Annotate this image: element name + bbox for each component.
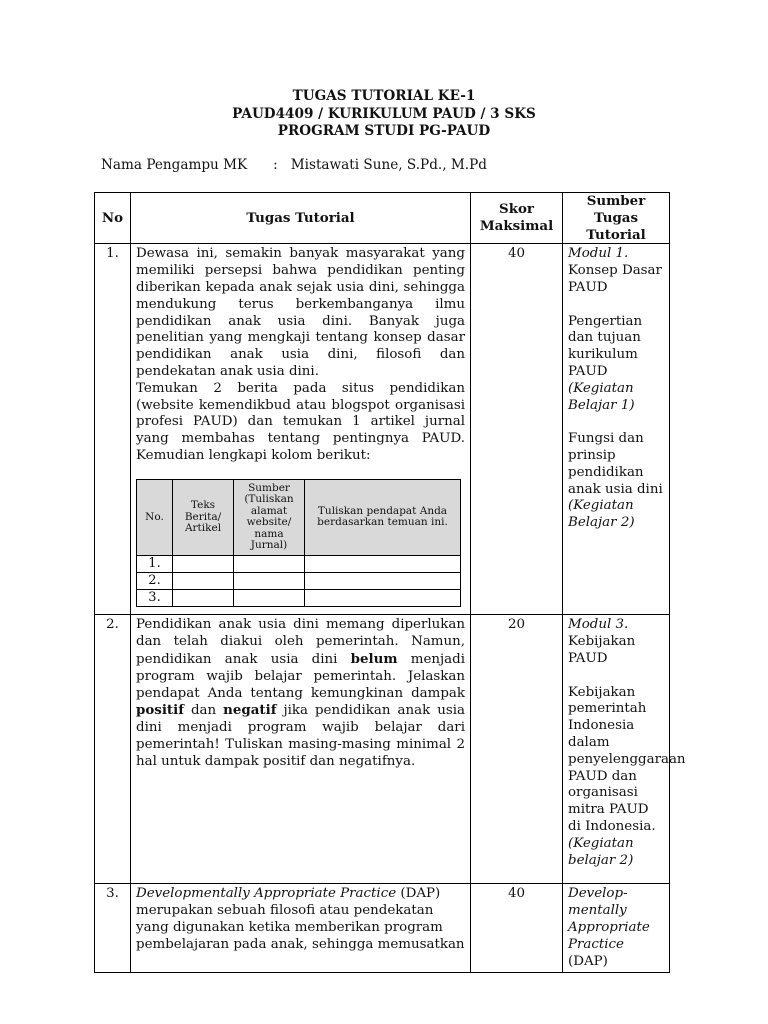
answer-row: [137, 555, 461, 572]
answer-header-no: No.: [137, 479, 173, 555]
task-text: (DAP) merupakan sebuah filosofi atau pendekatan yang digunakan ketika memberikan program pembelajaran pada anak, sehingga memusatkan: [136, 886, 465, 952]
task-text: jika pendidikan anak usia dini menjadi program wajib belajar dari pemerintah! Tuliskan masing-masing minimal 2 hal untuk dampak positif dan negatifnya.: [136, 703, 465, 769]
answer-table: [136, 479, 461, 607]
source-topic: Fungsi dan prinsip pendidikan anak usia dini: [568, 431, 663, 497]
answer-cell[interactable]: [173, 555, 234, 572]
header-tugas: Tugas Tutorial: [131, 193, 471, 244]
table-row: [95, 615, 670, 884]
header-skor: Skor Maksimal: [471, 193, 563, 244]
task-cell: [131, 884, 471, 973]
task-paragraph: Dewasa ini, semakin banyak masyarakat yang memiliki persepsi bahwa pendidikan penting diberikan kepada anak sejak usia dini, sehingga mendukung terus berkembanganya ilmu pendidikan anak usia dini. Banyak juga penelitian yang mengkaji tentang konsep dasar pendidikan anak usia dini, filosofi dan pendekatan anak usia dini.: [136, 246, 465, 379]
row-number: 3.: [95, 884, 131, 973]
pengampu-label: Nama Pengampu MK: [101, 157, 248, 173]
task-instruction: Temukan 2 berita pada situs pendidikan (website kemendikbud atau blogspot organisasi profesi PAUD) dan temukan 1 artikel jurnal yang membahas tentang pentingnya PAUD. Kemudian lengkapi kolom berikut:: [136, 380, 465, 463]
score: 20: [471, 615, 563, 884]
answer-cell[interactable]: [173, 589, 234, 606]
source-cell: [563, 615, 686, 884]
answer-header-sumber: Sumber (Tuliskan alamat website/ nama Jurnal): [234, 479, 305, 555]
pengampu-line: [101, 157, 487, 173]
answer-cell[interactable]: [234, 589, 305, 606]
score: 40: [471, 244, 563, 615]
answer-cell[interactable]: [173, 572, 234, 589]
source-title: Konsep Dasar PAUD: [568, 263, 662, 295]
answer-row-no: 3.: [137, 589, 173, 606]
answer-header-pendapat: Tuliskan pendapat Anda berdasarkan temuan ini.: [305, 479, 461, 555]
source-topic: Pengertian dan tujuan kurikulum PAUD: [568, 313, 643, 379]
task-emphasis: negatif: [223, 702, 277, 719]
pengampu-sep: :: [273, 157, 278, 173]
source-modul: Modul 3.: [568, 617, 629, 633]
task-emphasis: belum: [350, 650, 398, 667]
source-cell: [563, 884, 670, 973]
answer-cell[interactable]: [305, 555, 461, 572]
task-cell: [131, 615, 471, 884]
answer-header-teks: Teks Berita/ Artikel: [173, 479, 234, 555]
answer-row-no: 2.: [137, 572, 173, 589]
answer-cell[interactable]: [234, 572, 305, 589]
row-number: 1.: [95, 244, 131, 615]
tutorial-table: [94, 192, 686, 973]
task-emphasis: positif: [136, 702, 184, 719]
answer-cell[interactable]: [234, 555, 305, 572]
source-modul: Modul 1.: [568, 246, 629, 262]
task-text: dan: [183, 703, 224, 719]
source-kb: (Kegiatan belajar 2): [568, 835, 634, 868]
table-header-row: [95, 193, 670, 244]
answer-cell[interactable]: [305, 589, 461, 606]
source-kb: (Kegiatan Belajar 2): [568, 498, 635, 531]
answer-row: [137, 589, 461, 606]
source-kb: (Kegiatan Belajar 1): [568, 380, 635, 413]
task-text: Pendidikan anak usia dini memang diperlukan dan telah diakui oleh pemerintah. Namun, pendidikan anak usia dini: [136, 617, 465, 667]
doc-title: TUGAS TUTORIAL KE-1: [292, 88, 476, 104]
source-term: Develop-mentally Appropriate Practice: [568, 886, 650, 952]
header-sumber: Sumber Tugas Tutorial: [563, 193, 670, 244]
source-topic: Kebijakan pemerintah Indonesia dalam penyelenggaraan PAUD dan organisasi mitra PAUD di Indonesia.: [568, 684, 686, 834]
task-cell: [131, 244, 471, 615]
table-row: [95, 884, 670, 973]
pengampu-value: Mistawati Sune, S.Pd., M.Pd: [290, 157, 487, 173]
answer-row: [137, 572, 461, 589]
answer-cell[interactable]: [305, 572, 461, 589]
task-text: menjadi program wajib belajar pemerintah. Jelaskan pendapat Anda tentang kemungkinan dampak: [136, 651, 465, 701]
source-title: Kebijakan PAUD: [568, 634, 636, 666]
score: 40: [471, 884, 563, 973]
course-code: PAUD4409 / KURIKULUM PAUD / 3 SKS: [232, 106, 536, 122]
row-number: 2.: [95, 615, 131, 884]
header-no: No: [95, 193, 131, 244]
program-name: PROGRAM STUDI PG-PAUD: [277, 123, 491, 139]
source-text: (DAP): [568, 953, 608, 969]
task-term: Developmentally Appropriate Practice: [136, 886, 397, 902]
table-row: [95, 244, 670, 615]
answer-row-no: 1.: [137, 555, 173, 572]
source-cell: [563, 244, 670, 615]
